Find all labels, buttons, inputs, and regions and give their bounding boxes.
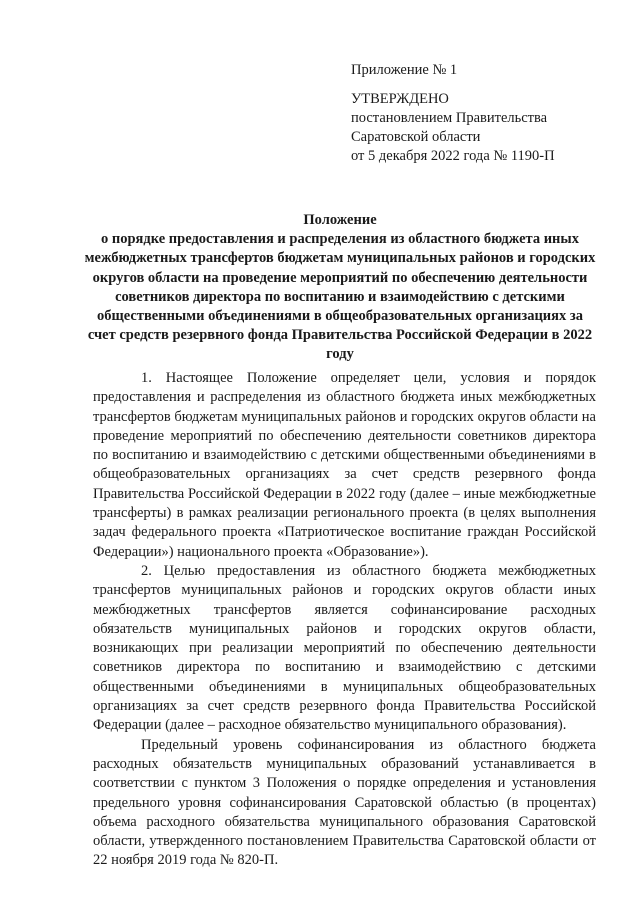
paragraph-2: 2. Целью предоставления из областного бюджета межбюджетных трансфертов муниципальных районов и городских округов области иных межбюджетных трансфертов является софинансирование расходных обязательств муниципальных районов и городских округов области, возникающих при реализации мероприятий по обеспечению деятельности советников директора по воспитанию и взаимодействию с детскими общественными объединениями в муниципальных общеобразовательных организациях за счет средств резервного фонда Правительства Российской Федерации (далее – расходное обязательство муниципального образования). bbox=[93, 562, 596, 734]
approval-line-1: постановлением Правительства bbox=[351, 110, 548, 126]
approval-line-2: Саратовской области bbox=[351, 129, 481, 145]
approval-line-3: от 5 декабря 2022 года № 1190-П bbox=[351, 148, 555, 164]
approval-header bbox=[351, 61, 626, 166]
approved-label: УТВЕРЖДЕНО bbox=[351, 91, 449, 107]
paragraph-3: Предельный уровень софинансирования из областного бюджета расходных обязательств муниципальных образований устанавливается в соответствии с пунктом 3 Положения о порядке определения и установления предельного уровня софинансирования Саратовской областью (в процентах) объема расходного обязательства муниципального образования Саратовской области, утвержденного постановлением Правительства Саратовской области от 22 ноября 2019 года № 820-П. bbox=[93, 736, 596, 869]
document-title bbox=[84, 211, 596, 365]
appendix-label: Приложение № 1 bbox=[351, 62, 458, 78]
title-subtitle: о порядке предоставления и распределения из областного бюджета иных межбюджетных трансфертов бюджетам муниципальных районов и городских округов области на проведение мероприятий по обеспечению деятельности советников директора по воспитанию и взаимодействию с детскими общественными объединениями в общеобразовательных организациях за счет средств резервного фонда Правительства Российской Федерации в 2022 году bbox=[84, 231, 596, 363]
paragraph-1: 1. Настоящее Положение определяет цели, условия и порядок предоставления и распределения из областного бюджета иных межбюджетных трансфертов бюджетам муниципальных районов и городских округов области на проведение мероприятий по обеспечению деятельности советников директора по воспитанию и взаимодействию с детскими общественными объединениями в общеобразовательных организациях за счет средств резервного фонда Правительства Российской Федерации в 2022 году (далее – иные межбюджетные трансферты) в рамках реализации регионального проекта (в целях выполнения задач федерального проекта «Патриотическое воспитание граждан Российской Федерации») национального проекта «Образование»). bbox=[93, 370, 596, 560]
title-heading: Положение bbox=[303, 212, 377, 228]
document-body bbox=[93, 369, 596, 871]
